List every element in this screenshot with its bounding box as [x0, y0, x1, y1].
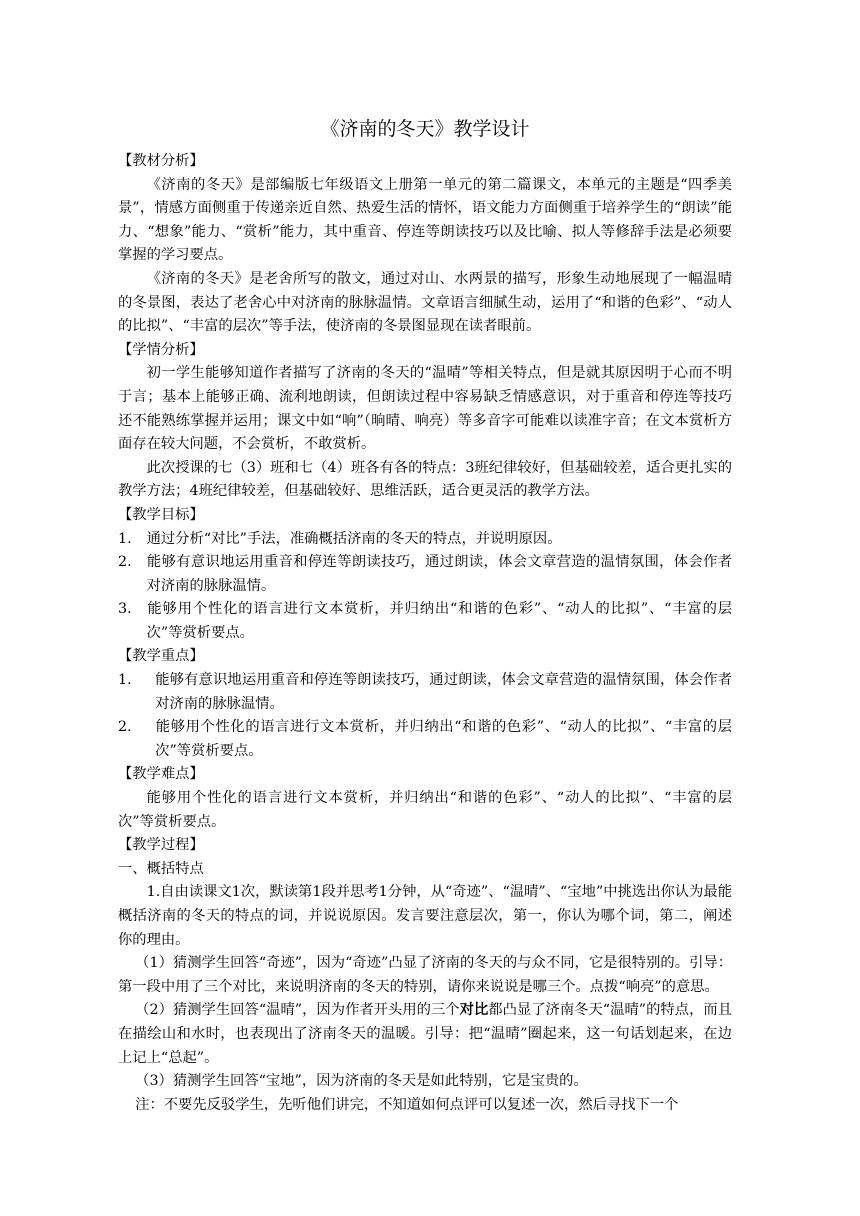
paragraph-text: （2）猜测学生回答“温晴”，因为作者开头用的三个: [135, 1002, 460, 1019]
section-heading-goals: 【教学目标】: [118, 506, 204, 523]
section-heading-material: 【教材分析】: [118, 153, 204, 169]
list-number: 2.: [118, 719, 132, 736]
paragraph: 此次授课的七（3）班和七（4）班各有各的特点：3班纪律较好，但基础较差，适合更扎实的教学方法；4班纪律较差，但基础较好、思维活跃，适合更灵活的教学方法。: [118, 459, 732, 500]
list-text: 通过分析“对比”手法，准确概括济南的冬天的特点，并说明原因。: [146, 530, 562, 547]
paragraph: 1.自由读课文1次，默读第1段并思考1分钟，从“奇迹”、“温晴”、“宝地”中挑选出你认为最能概括济南的冬天的特点的词，并说说原因。发言要注意层次，第一，你认为哪个词，第二，阐述你的理由。: [118, 884, 732, 948]
paragraph-text: 都凸显了济南冬天“温晴”的特点，而且在描绘山和水时，也表现出了济南冬天的温暖。引导：把“温晴”圈起来，这一句话划起来，在边上记上“总起”。: [118, 1002, 732, 1066]
list-text: 能够有意识地运用重音和停连等朗读技巧，通过朗读，体会文章营造的温情氛围，体会作者对济南的脉脉温情。: [155, 672, 732, 712]
list-number: 2.: [118, 554, 132, 571]
section-heading-student: 【学情分析】: [118, 341, 204, 358]
list-text: 能够用个性化的语言进行文本赏析，并归纳出“和谐的色彩”、“动人的比拟”、“丰富的层次”等赏析要点。: [155, 719, 732, 759]
section-heading-difficulties: 【教学难点】: [118, 766, 204, 783]
section-heading-key-points: 【教学重点】: [118, 648, 204, 665]
list-text: 能够用个性化的语言进行文本赏析，并归纳出“和谐的色彩”、“动人的比拟”、“丰富的层次”等赏析要点。: [146, 601, 732, 641]
paragraph: 《济南的冬天》是部编版七年级语文上册第一单元的第二篇课文，本单元的主题是“四季美景”，情感方面侧重于传递亲近自然、热爱生活的情怀，语文能力方面侧重于培养学生的“朗读”能力、“想象”能力、“赏析”能力，其中重音、停连等朗读技巧以及比喻、拟人等修辞手法是必须要掌握的学习要点。: [118, 176, 732, 264]
list-number: 1.: [118, 672, 132, 689]
list-number: 1.: [118, 530, 132, 547]
list-item: [118, 551, 732, 598]
list-item: [118, 598, 732, 645]
list-item: [118, 528, 732, 552]
subsection-heading: 一、概括特点: [118, 860, 204, 877]
paragraph: [118, 999, 732, 1070]
list-text: 能够有意识地运用重音和停连等朗读技巧，通过朗读，体会文章营造的温情氛围，体会作者对济南的脉脉温情。: [146, 554, 732, 594]
paragraph: 初一学生能够知道作者描写了济南的冬天的“温晴”等相关特点，但是就其原因明于心而不明于言；基本上能够正确、流利地朗读，但朗读过程中容易缺乏情感意识，对于重音和停连等技巧还不能熟练掌握并运用；课文中如“响”（晌晴、响亮）等多音字可能难以读准字音；在文本赏析方面存在较大问题，不会赏析，不敢赏析。: [118, 365, 732, 453]
paragraph: （1）猜测学生回答“奇迹”，因为“奇迹”凸显了济南的冬天的与众不同，它是很特别的。引导：第一段中用了三个对比，来说明济南的冬天的特别，请你来说说是哪三个。点拨“响亮”的意思。: [118, 955, 732, 995]
paragraph: 注：不要先反驳学生，先听他们讲完，不知道如何点评可以复述一次，然后寻找下一个: [135, 1096, 679, 1113]
bold-text: 对比: [459, 1002, 489, 1019]
section-heading-process: 【教学过程】: [118, 837, 204, 854]
list-number: 3.: [118, 601, 132, 618]
list-item: [118, 669, 732, 716]
document-title: 《济南的冬天》教学设计: [320, 118, 530, 140]
list-item: [118, 716, 732, 763]
paragraph: 能够用个性化的语言进行文本赏析，并归纳出“和谐的色彩”、“动人的比拟”、“丰富的层次”等赏析要点。: [118, 790, 732, 830]
paragraph: （3）猜测学生回答“宝地”，因为济南的冬天是如此特别，它是宝贵的。: [135, 1073, 588, 1090]
document-page: [118, 116, 732, 1117]
paragraph: 《济南的冬天》是老舍所写的散文，通过对山、水两景的描写，形象生动地展现了一幅温晴的冬景图，表达了老舍心中对济南的脉脉温情。文章语言细腻生动，运用了“和谐的色彩”、“动人的比拟”、“丰富的层次”等手法，使济南的冬景图显现在读者眼前。: [118, 270, 732, 335]
